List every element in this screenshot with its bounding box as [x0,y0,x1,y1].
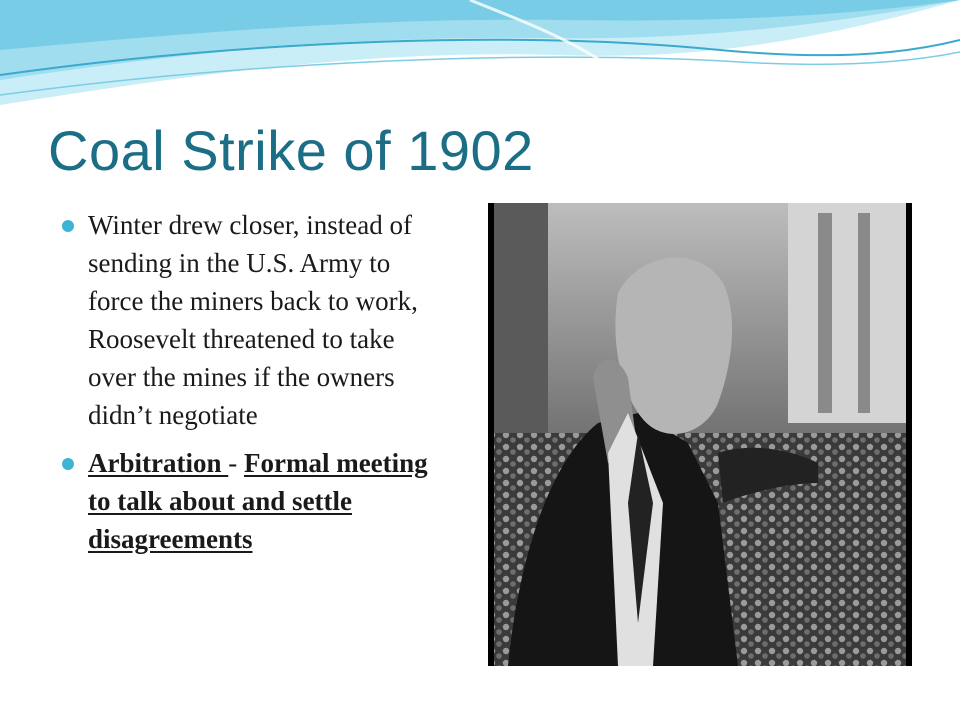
speaker-photo [488,203,912,666]
bullet-separator: - [228,448,244,478]
bullet-item [62,444,432,558]
bullet-term: Arbitration [88,448,229,478]
bullet-text: Winter drew closer, instead of sending in the U.S. Army to force the miners back to work, Roosevelt threatened to take over the mines if the owners didn’t negotiate [88,210,418,430]
bullet-icon [62,220,74,232]
slide-title: Coal Strike of 1902 [48,119,534,182]
bullet-icon [62,458,74,470]
bullet-item [62,206,432,434]
bullet-list [62,206,432,568]
header-wave-decoration [0,0,960,110]
bullet-definition: Formal meeting to talk about and settle disagreements [88,448,428,554]
